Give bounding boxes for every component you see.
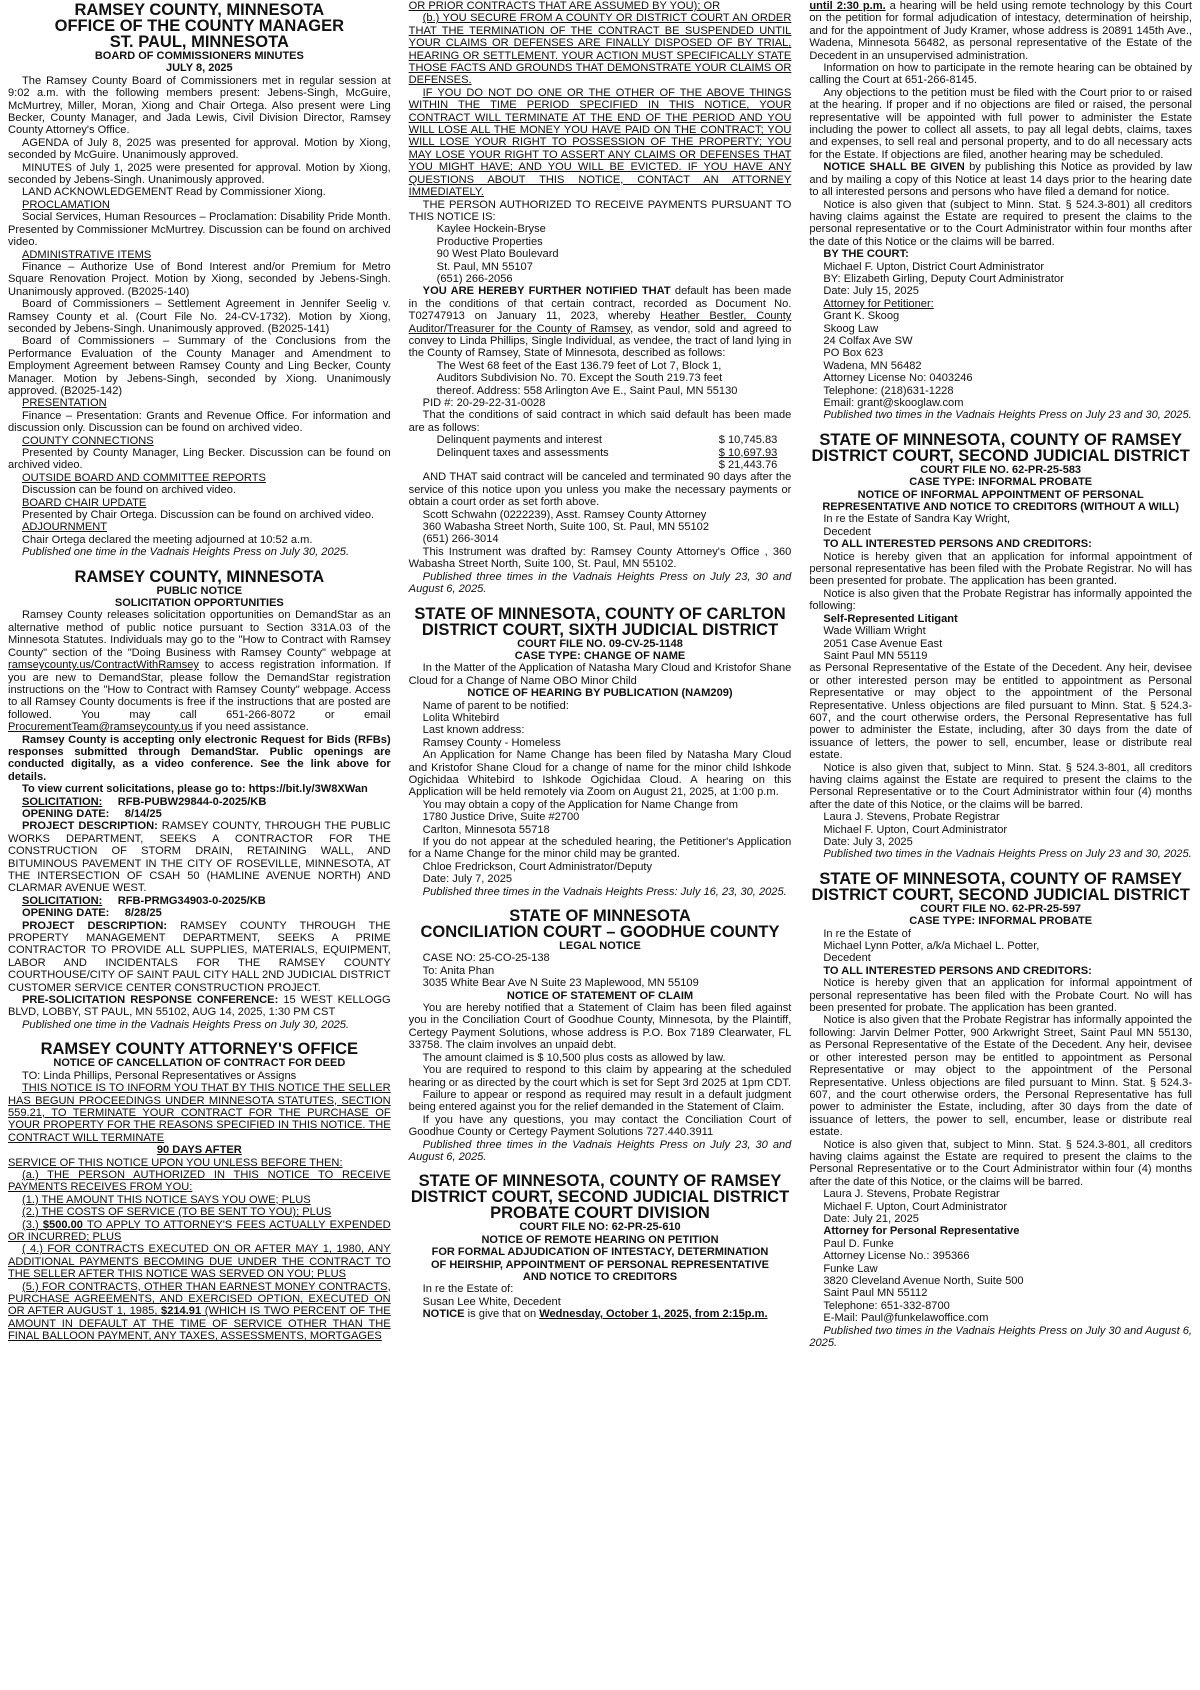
address-line: Saint Paul MN 55119	[823, 649, 928, 662]
signature-line: Date: July 15, 2025	[823, 285, 919, 298]
address-line: Wade William Wright	[823, 625, 926, 638]
section-label: ADMINISTRATIVE ITEMS	[22, 248, 152, 261]
address-line: 24 Colfax Ave SW	[823, 334, 913, 347]
paragraph: Notice is hereby given that an application for informal appointment of personal representative has been filed with the Probate Court. No will has been presented for probate. The application has been granted.	[809, 977, 1193, 1015]
paragraph: 3035 White Bear Ave N Suite 23 Maplewood, MN 55109	[422, 977, 699, 990]
amount-row: Delinquent payments and interest $ 10,745.83	[436, 434, 778, 447]
signature-line: Laura J. Stevens, Probate Registrar	[823, 1188, 1000, 1201]
paragraph: until 2:30 p.m. a hearing will be held using remote technology by this Court on the petition for formal adjudication of intestacy, determination of heirship, and for the appointment of Judy Kramer, whose address is 20891 145th Ave., Wadena, Minnesota 56482, as personal representative of the Estate of the Decedent in an unsupervised administration.	[809, 0, 1193, 62]
paragraph: YOU ARE HEREBY FURTHER NOTIFIED THAT default has been made in the conditions of that certain contract, recorded as Document No. T02747913 on January 11, 2023, whereby Heather Bestler, County Auditor/Treasurer for the County of Ramsey, as vendor, sold and agreed to convey to Linda Phillips, Single Individual, as vendee, the tract of land lying in the County of Ramsey, State of Minnesota, described as follows:	[408, 285, 792, 360]
signature-line: Attorney for Petitioner:	[823, 297, 934, 310]
paragraph: PID #: 20-29-22-31-0028	[422, 397, 546, 409]
address-line: Wadena, MN 56482	[823, 359, 922, 372]
notice-subheading: NOTICE OF CANCELLATION OF CONTRACT FOR DEED	[53, 1057, 346, 1070]
notice-heading: RAMSEY COUNTY, MINNESOTA OFFICE OF THE COUNTY MANAGER ST. PAUL, MINNESOTA	[54, 1, 345, 51]
signature-line: BY: Elizabeth Girling, Deputy Court Administrator	[823, 272, 1064, 285]
paragraph: In the Matter of the Application of Natasha Mary Cloud and Kristofor Shane Cloud for a Change of Name OBO Minor Child	[408, 662, 792, 687]
solicitation-line: SOLICITATION: RFB-PUBW29844-0-2025/KB	[22, 795, 267, 808]
amount-total: $ 21,443.76	[718, 459, 778, 472]
paragraph: Discussion can be found on archived video.	[22, 484, 236, 497]
paragraph: (651) 266-3014	[422, 533, 499, 546]
address-line: Attorney License No.: 395366	[823, 1250, 970, 1263]
paragraph: (b.) YOU SECURE FROM A COUNTY OR DISTRICT COURT AN ORDER THAT THE TERMINATION OF THE CONTRACT BE SUSPENDED UNTIL YOUR CLAIMS OR DEFENSES ARE FINALLY DISPOSED OF BY TRIAL, HEARING OR SETTLEMENT. YOUR ACTION MUST SPECIFICALLY STATE THOSE FACTS AND GROUNDS THAT DEMONSTRATE YOUR CLAIMS OR DEFENSES.	[408, 12, 792, 87]
publication-note: Published two times in the Vadnais Heights Press on July 30 and August 6, 2025.	[809, 1324, 1193, 1350]
column-3	[809, 0, 1192, 1690]
paragraph: In re the Estate of Sandra Kay Wright,	[823, 513, 1010, 526]
paragraph: Notice is also given that, subject to Minn. Stat. § 524.3-801, all creditors having claims against the Estate are required to present the claims to the Personal Representative or to the Court Administrator within four (4) months after the date of this Notice, or the claims will be barred.	[809, 1138, 1193, 1188]
paragraph: To: Anita Phan	[422, 964, 495, 977]
paragraph: NOTICE SHALL BE GIVEN by publishing this Notice as provided by law and by mailing a copy of this Notice at least 14 days prior to the hearing date to all interested persons and persons who have filed a demand for notice.	[809, 161, 1193, 199]
notice-subheading: COURT FILE NO. 09-CV-25-1148 CASE TYPE: CHANGE OF NAME	[514, 637, 686, 662]
address-line: Self-Represented Litigant	[823, 612, 958, 625]
contract-link[interactable]: ramseycounty.us/ContractWithRamsey	[8, 659, 199, 672]
paragraph: You are hereby notified that a Statement of Claim has been filed against you in the Conciliation Court of Goodhue County, Minnesota, by the Plaintiff, Certegy Payment Solutions, whose address is P.O. Box 7189 Clearwater, FL 33758. The claim involves an unpaid debt.	[408, 1002, 792, 1052]
address-line: (651) 266-2056	[436, 272, 513, 285]
email-line: E-Mail: Paul@funkelawoffice.com	[823, 1312, 989, 1325]
notice-subheading: COURT FILE NO. 62-PR-25-597 CASE TYPE: INFORMAL PROBATE	[909, 902, 1093, 928]
paragraph: PROJECT DESCRIPTION: RAMSEY COUNTY THROUGH THE PROPERTY MANAGEMENT DEPARTMENT, SEEKS A PRIME CONTRACTOR TO PROVIDE ALL SUPPLIES, MATERIALS, EQUIPMENT, LABOR AND INCIDENTALS FOR THE RAMSEY COUNTY COURTHOUSE/CITY OF SAINT PAUL CITY HALL 2ND JUDICIAL DISTRICT CUSTOMER SERVICE CENTER CONSTRUCTION PROJECT.	[8, 919, 391, 994]
email-link[interactable]: ProcurementTeam@ramseycounty.us	[8, 721, 193, 734]
notice-subheading: LEGAL NOTICE	[559, 940, 641, 953]
address-line: Skoog Law	[823, 322, 879, 335]
address-line: 3820 Cleveland Avenue North, Suite 500	[823, 1275, 1024, 1287]
address-line: 2051 Case Avenue East	[823, 637, 943, 650]
legal-description: Auditors Subdivision No. 70. Except the South 219.73 feet	[436, 372, 723, 385]
paragraph: (a.) THE PERSON AUTHORIZED IN THIS NOTICE TO RECEIVE PAYMENTS RECEIVES FROM YOU:	[8, 1168, 391, 1194]
paragraph: Chair Ortega declared the meeting adjourned at 10:52 a.m.	[22, 533, 313, 546]
address-line: Kaylee Hockein-Bryse	[436, 223, 546, 236]
section-label: PROCLAMATION	[22, 198, 110, 211]
paragraph: An Application for Name Change has been filed by Natasha Mary Cloud and Kristofor Shane Cloud for a change of name for the minor child Ishkode Ogichidaa Whitebird to Ishkode Ogichidaa Cloud. A hearing on this Application will be held remotely via Zoom on August 21, 2025, at 1:00 p.m.	[408, 749, 792, 799]
paragraph: If you do not appear at the scheduled hearing, the Petitioner's Application for a Name Change for the minor child may be granted.	[408, 836, 792, 861]
publication-note: Published three times in the Vadnais Heights Press on July 23, 30 and August 6, 2025.	[408, 570, 792, 596]
paragraph: In re the Estate of:	[422, 1283, 514, 1296]
paragraph: The Ramsey County Board of Commissioners met in regular session at 9:02 a.m. with the following members present: Jebens-Singh, McGuire, McMurtrey, Miller, Moran, Xiong and Chair Ortega. Also present were Ling Becker, County Manager, and Jada Lewis, Civil Division Director, Ramsey County Attorney's Office.	[8, 74, 391, 137]
paragraph: (1.) THE AMOUNT THIS NOTICE SAYS YOU OWE; PLUS	[22, 1193, 311, 1206]
address-line: 90 West Plato Boulevard	[436, 248, 559, 261]
paragraph: Michael Lynn Potter, a/k/a Michael L. Potter,	[823, 940, 1040, 953]
paragraph: TO: Linda Phillips, Personal Representatives or Assigns	[22, 1069, 297, 1082]
publication-note: Published one time in the Vadnais Heights Press on July 30, 2025.	[22, 546, 350, 559]
amount-row: Delinquent taxes and assessments $ 10,697.93	[436, 446, 778, 459]
paragraph: AGENDA of July 8, 2025 was presented for approval. Motion by Xiong, seconded by McGuire. Unanimously approved.	[8, 136, 391, 162]
notice-subheading: COURT FILE NO: 62-PR-25-610 NOTICE OF REMOTE HEARING ON PETITION FOR FORMAL ADJUDICATION OF INTESTACY, DETERMINATION OF HEIRSHIP, APPOINTMENT OF PERSONAL REPRESENTATIVE AND NOTICE TO CREDITORS	[431, 1221, 769, 1283]
paragraph: TO ALL INTERESTED PERSONS AND CREDITORS:	[823, 964, 1092, 977]
paragraph: Chloe Fredrickson, Court Administrator/Deputy	[422, 860, 653, 873]
notice-heading: STATE OF MINNESOTA, COUNTY OF RAMSEY DISTRICT COURT, SECOND JUDICIAL DISTRICT	[811, 430, 1190, 465]
paragraph: Board of Commissioners – Settlement Agreement in Jennifer Seelig v. Ramsey County et al. (Court File No. 24-CV-1732). Motion by Xiong, seconded by Jebens-Singh. Unanimously approved. (B2025-141)	[8, 298, 391, 335]
section-label: COUNTY CONNECTIONS	[22, 434, 154, 447]
column-2	[409, 0, 792, 1690]
paragraph: PRE-SOLICITATION RESPONSE CONFERENCE: 15 WEST KELLOGG BLVD, LOBBY, ST PAUL, MN 55102, AUG 14, 2025, 1:30 PM CST	[8, 994, 391, 1019]
paragraph: Notice is also given that (subject to Minn. Stat. § 524.3-801) all creditors having claims against the Estate are required to present the claims to the personal representative or to the Court Administrator within four months after the date of this Notice or the claims will be barred.	[809, 198, 1193, 248]
paragraph: Decedent	[823, 952, 871, 965]
publication-note: Published two times in the Vadnais Heights Press on July 23 and 30, 2025.	[823, 409, 1192, 422]
section-label: BOARD CHAIR UPDATE	[22, 496, 147, 509]
paragraph: This Instrument was drafted by: Ramsey County Attorney's Office , 360 Wabasha Street North, Suite 100, St. Paul, MN 55102.	[408, 545, 792, 571]
paragraph: Social Services, Human Resources – Proclamation: Disability Pride Month. Presented by Commissioner McMurtrey. Discussion can be found on archived video.	[8, 211, 391, 249]
paragraph: Date: July 7, 2025	[422, 873, 513, 886]
address-line: 1780 Justice Drive, Suite #2700	[422, 811, 580, 824]
paragraph: THE PERSON AUTHORIZED TO RECEIVE PAYMENTS PURSUANT TO THIS NOTICE IS:	[408, 198, 792, 223]
notice-heading: STATE OF MINNESOTA CONCILIATION COURT – GOODHUE COUNTY	[420, 907, 780, 942]
address-line: Productive Properties	[436, 235, 543, 248]
paragraph: You are required to respond to this claim by appearing at the scheduled hearing or as directed by the court which is set for Sept 3rd 2025 at 1pm CDT.	[408, 1064, 792, 1089]
notice-subheading: BOARD OF COMMISSIONERS MINUTES JULY 8, 2025	[94, 50, 304, 75]
paragraph: Ramsey County - Homeless	[422, 736, 561, 749]
section-label: OUTSIDE BOARD AND COMMITTEE REPORTS	[22, 471, 266, 484]
paragraph: Notice is hereby given that an application for informal appointment of personal representative has been filed with the Probate Registrar. No will has been presented for probate. The application has been granted.	[809, 550, 1193, 588]
paragraph: Ramsey County is accepting only electronic Request for Bids (RFBs) responses submitted through DemandStar. Public openings are conducted digitally, as a video conference. See the link above for details.	[8, 733, 391, 783]
signature-line: Michael F. Upton, Court Administrator	[823, 1200, 1008, 1213]
paragraph: ( 4.) FOR CONTRACTS EXECUTED ON OR AFTER MAY 1, 1980, ANY ADDITIONAL PAYMENTS BECOMING DUE UNDER THE CONTRACT TO THE SELLER AFTER THIS NOTICE WAS SERVED ON YOU; PLUS	[8, 1243, 391, 1281]
publication-note: Published one time in the Vadnais Heights Press on July 30, 2025.	[22, 1018, 350, 1031]
notice-subheading: COURT FILE NO. 62-PR-25-583 CASE TYPE: INFORMAL PROBATE NOTICE OF INFORMAL APPOINTMENT OF PERSONAL REPRESENTATIVE AND NOTICE TO CREDITORS (WITHOUT A WILL)	[822, 463, 1180, 514]
address-line: PO Box 623	[823, 347, 884, 360]
publication-note: Published three times in the Vadnais Heights Press on July 23, 30 and August 6, 2025.	[408, 1138, 792, 1163]
paragraph: as Personal Representative of the Estate of the Decedent. Any heir, devisee or other interested person may be entitled to appointment as Personal Representative or may object to the appointment of the Personal Representative. Unless objections are filed pursuant to Minn. Stat. § 524.3-607, and the court otherwise orders, the Personal Representative has full power to administer the Estate, including, after 30 days from the date of issuance of letters, the power to sell, encumber, lease or distribute real estate.	[809, 662, 1193, 762]
paragraph: AND THAT said contract will be canceled and terminated 90 days after the service of this notice upon you unless you make the necessary payments or obtain a court order as set forth above.	[408, 471, 792, 509]
paragraph: 360 Wabasha Street North, Suite 100, St. Paul, MN 55102	[422, 521, 710, 534]
paragraph: THIS NOTICE IS TO INFORM YOU THAT BY THIS NOTICE THE SELLER HAS BEGUN PROCEEDINGS UNDER MINNESOTA STATUTES, SECTION 559.21, TO TERMINATE YOUR CONTRACT FOR THE PURCHASE OF YOUR PROPERTY FOR THE REASONS SPECIFIED IN THIS NOTICE. THE CONTRACT WILL TERMINATE	[8, 1082, 391, 1144]
address-line: Carlton, Minnesota 55718	[422, 823, 550, 836]
paragraph: Scott Schwahn (0222239), Asst. Ramsey County Attorney	[422, 508, 707, 521]
legal-description: thereof. Address: 558 Arlington Ave E., Saint Paul, MN 55130	[436, 384, 738, 397]
solicitation-line: SOLICITATION: RFB-PRMG34903-0-2025/KB	[22, 894, 266, 907]
paragraph: CASE NO: 25-CO-25-138	[422, 952, 550, 965]
address-line: Telephone: (218)631-1228	[823, 384, 954, 397]
publication-note: Published two times in the Vadnais Heights Press on July 23 and 30, 2025.	[823, 848, 1192, 861]
paragraph: If you have any questions, you may contact the Conciliation Court of Goodhue County or Certegy Payment Solutions 727.440.3911	[408, 1113, 792, 1139]
paragraph: Board of Commissioners – Summary of the Conclusions from the Performance Evaluation of the County Manager and Amendment to Employment Agreement between Ramsey County and Ling Becker, County Manager. Motion by Jebens-Singh, seconded by Xiong. Unanimously approved. (B2025-142)	[8, 335, 391, 397]
term-line: 90 DAYS AFTER	[156, 1144, 242, 1157]
paragraph: Susan Lee White, Decedent	[422, 1295, 561, 1308]
paragraph: To view current solicitations, please go to: https://bit.ly/3W8XWan	[22, 783, 368, 796]
column-1	[8, 0, 391, 1690]
signature-line: Date: July 3, 2025	[823, 836, 913, 848]
signature-line: Attorney for Personal Representative	[823, 1225, 1020, 1238]
paragraph: BY THE COURT:	[823, 248, 909, 261]
legal-description: The West 68 feet of the East 136.79 feet of Lot 7, Block 1,	[436, 359, 722, 372]
section-label: PRESENTATION	[22, 397, 107, 410]
paragraph: Decedent	[823, 525, 871, 538]
paragraph: Lolita Whitebird	[422, 711, 500, 724]
paragraph: Notice is also given that the Probate Registrar has informally appointed the following:	[809, 587, 1193, 613]
paragraph: LAND ACKNOWLEDGEMENT Read by Commissioner Xiong.	[22, 186, 326, 199]
address-line: Paul D. Funke	[823, 1237, 894, 1250]
address-line: Attorney License No: 0403246	[823, 372, 973, 385]
notice-heading: STATE OF MINNESOTA, COUNTY OF RAMSEY DISTRICT COURT, SECOND JUDICIAL DISTRICT PROBATE COURT DIVISION	[410, 1172, 790, 1223]
address-line: Telephone: 651-332-8700	[823, 1299, 950, 1312]
paragraph: The amount claimed is $ 10,500 plus costs as allowed by law.	[422, 1051, 726, 1064]
signature-line: Laura J. Stevens, Probate Registrar	[823, 811, 1000, 824]
address-line: St. Paul, MN 55107	[436, 260, 533, 273]
paragraph: Finance – Presentation: Grants and Revenue Office. For information and discussion only. Discussion can be found on archived video.	[8, 409, 391, 435]
paragraph: Any objections to the petition must be filed with the Court prior to or raised at the hearing. If proper and if no objections are filed or raised, the personal representative will be appointed with full power to administer the Estate including the power to collect all assets, to pay all legal debts, claims, taxes and expenses, to sell real and personal property, and to do all necessary acts for the Estate. If objections are filed, another hearing may be scheduled.	[809, 86, 1193, 161]
paragraph: That the conditions of said contract in which said default has been made are as follows:	[408, 409, 792, 434]
section-label: ADJOURNMENT	[22, 521, 108, 534]
paragraph: Failure to appear or respond as required may result in a default judgment being entered against you for the relief demanded in the Statement of Claim.	[408, 1088, 792, 1114]
paragraph: Presented by County Manager, Ling Becker. Discussion can be found on archived video.	[8, 447, 391, 472]
paragraph: PROJECT DESCRIPTION: RAMSEY COUNTY, THROUGH THE PUBLIC WORKS DEPARTMENT, SEEKS A CONTRACTOR FOR THE CONSTRUCTION OF STORM DRAIN, RETAINING WALL, AND BITUMINOUS PAVEMENT IN THE CITY OF ROSEVILLE, MINNESOTA, AT THE INTERSECTION OF CSAH 50 (HAMLINE AVENUE NORTH) AND CLARMAR AVENUE WEST.	[8, 820, 391, 895]
paragraph: IF YOU DO NOT DO ONE OR THE OTHER OF THE ABOVE THINGS WITHIN THE TIME PERIOD SPECIFIED IN THIS NOTICE, YOUR CONTRACT WILL TERMINATE AT THE END OF THE PERIOD AND YOU WILL LOSE ALL THE MONEY YOU HAVE PAID ON THE CONTRACT; YOU WILL LOSE YOUR RIGHT TO POSSESSION OF THE PROPERTY; YOU MAY LOSE YOUR RIGHT TO ASSERT ANY CLAIMS OR DEFENSES THAT YOU MIGHT HAVE; AND YOU WILL BE EVICTED. IF YOU HAVE ANY QUESTIONS ABOUT THIS NOTICE, CONTACT AN ATTORNEY IMMEDIATELY.	[408, 86, 792, 199]
paragraph: OR PRIOR CONTRACTS THAT ARE ASSUMED BY YOU); OR	[408, 0, 721, 12]
paragraph: Last known address:	[422, 724, 525, 737]
paragraph: (5.) FOR CONTRACTS, OTHER THAN EARNEST MONEY CONTRACTS, PURCHASE AGREEMENTS, AND EXERCISED OPTION, EXECUTED ON OR AFTER AUGUST 1, 1985, $214.91 (WHICH IS TWO PERCENT OF THE AMOUNT IN DEFAULT AT THE TIME OF SERVICE OTHER THAN THE FINAL BALLOON PAYMENT, ANY TAXES, ASSESSMENTS, MORTGAGES	[8, 1280, 391, 1343]
notice-heading: RAMSEY COUNTY ATTORNEY'S OFFICE	[40, 1040, 359, 1059]
notice-subheading: PUBLIC NOTICE SOLICITATION OPPORTUNITIES	[114, 584, 284, 610]
paragraph: Finance – Authorize Use of Bond Interest and/or Premium for Metro Square Renovation Project. Motion by Xiong, seconded by Jebens-Singh. Unanimously approved. (B2025-140)	[8, 260, 391, 298]
paragraph: Information on how to participate in the remote hearing can be obtained by calling the Court at 651-266-8145.	[809, 62, 1193, 87]
publication-note: Published three times in the Vadnais Heights Press: July 16, 23, 30, 2025.	[422, 885, 787, 898]
signature-line: Michael F. Upton, Court Administrator	[823, 823, 1008, 836]
signature-line: Michael F. Upton, District Court Administrator	[823, 260, 1045, 273]
opening-date-line: OPENING DATE: 8/28/25	[22, 907, 162, 920]
address-line: Grant K. Skoog	[823, 310, 900, 323]
paragraph: In re the Estate of	[823, 927, 911, 940]
paragraph: You may obtain a copy of the Application for Name Change from	[422, 798, 739, 811]
address-line: Saint Paul MN 55112	[823, 1287, 928, 1300]
paragraph: TO ALL INTERESTED PERSONS AND CREDITORS:	[823, 538, 1092, 551]
paragraph: (3.) $500.00 TO APPLY TO ATTORNEY'S FEES ACTUALLY EXPENDED OR INCURRED; PLUS	[8, 1218, 391, 1243]
paragraph: Notice is also given that the Probate Registrar has informally appointed the following: Jarvin Delmer Potter, 900 Arkwright Street, Saint Paul MN 55130, as Personal Representative of the Estate of the Decedent. Any heir, devisee or other interested person may be entitled to appointment as Personal Representative or may object to the appointment of the Personal Representative. Unless objections are filed pursuant to Minn. Stat. § 524.3-607, and the court otherwise orders, the Personal Representative has full power to administer the Estate, including, after 30 days from the date of issuance of letters, the power to sell, encumber, lease or distribute real estate.	[809, 1014, 1193, 1139]
notice-heading: RAMSEY COUNTY, MINNESOTA	[74, 567, 325, 586]
notice-title: NOTICE OF STATEMENT OF CLAIM	[506, 989, 694, 1002]
paragraph: Ramsey County releases solicitation opportunities on DemandStar as an alternative method of public notice pursuant to Section 331A.03 of the Minnesota Statutes. Individuals may go to the "How to Contract with Ramsey County" section of the "Doing Business with Ramsey County" webpage at ramseycounty.us/ContractWithRamsey to access registration information. If you are new to DemandStar, please follow the DemandStar registration instructions on the "How to Contract with Ramsey County" webpage. Access to all Ramsey County documents is free if the instructions that are posted are followed. You may call 651-266-8072 or email ProcurementTeam@ramseycounty.us if you need assistance.	[8, 609, 391, 734]
paragraph: Presented by Chair Ortega. Discussion can be found on archived video.	[22, 509, 375, 522]
paragraph: (2.) THE COSTS OF SERVICE (TO BE SENT TO YOU); PLUS	[22, 1206, 332, 1219]
paragraph: SERVICE OF THIS NOTICE UPON YOU UNLESS BEFORE THEN:	[8, 1156, 343, 1169]
paragraph: MINUTES of July 1, 2025 were presented for approval. Motion by Xiong, seconded by Jebens-Singh. Unanimously approved.	[8, 161, 391, 187]
notice-title: NOTICE OF HEARING BY PUBLICATION (NAM209)	[467, 687, 733, 700]
opening-date-line: OPENING DATE: 8/14/25	[22, 807, 162, 820]
notice-heading: STATE OF MINNESOTA, COUNTY OF RAMSEY DISTRICT COURT, SECOND JUDICIAL DISTRICT	[811, 869, 1190, 904]
notice-heading: STATE OF MINNESOTA, COUNTY OF CARLTON DISTRICT COURT, SIXTH JUDICIAL DISTRICT	[414, 604, 786, 639]
paragraph: Name of parent to be notified:	[422, 699, 569, 712]
paragraph: Notice is also given that, subject to Minn. Stat. § 524.3-801, all creditors having claims against the Estate are required to present the claims to the Personal Representative or to the Court Administrator within four (4) months after the date of this Notice, or the claims will be barred.	[809, 761, 1193, 811]
address-line: Email: grant@skooglaw.com	[823, 397, 964, 409]
paragraph: NOTICE is give that on Wednesday, October 1, 2025, from 2:15p.m.	[422, 1308, 768, 1321]
address-line: Funke Law	[823, 1262, 878, 1275]
signature-line: Date: July 21, 2025	[823, 1212, 919, 1225]
